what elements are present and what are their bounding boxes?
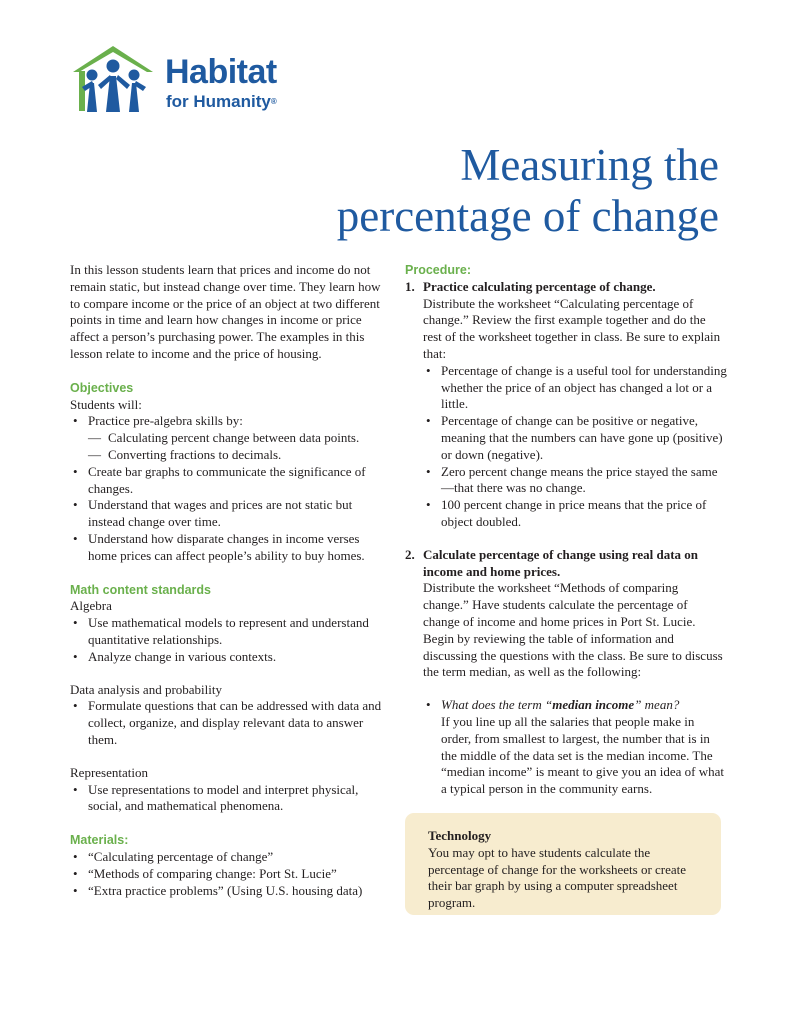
- logo-subtitle: [166, 92, 277, 112]
- standards-heading: Math content standards: [70, 582, 211, 597]
- list-item: [70, 413, 388, 463]
- technology-callout: [405, 813, 721, 915]
- procedure-heading: Procedure:: [405, 263, 471, 277]
- intro-paragraph: In this lesson students learn that prices and income do not remain static, but instead change over time. They learn how to compare income or the price of an object at two different points in time and learn how changes in income or price affect a person’s purchasing power. The examples in this lesson relate to income and the price of housing.: [70, 262, 381, 361]
- median-income-term: median income: [552, 697, 635, 713]
- list-item: • Understand that wages and prices are not static but instead change over time.: [70, 497, 388, 531]
- objective-sublist: [88, 430, 388, 464]
- list-item: • Percentage of change can be positive or negative, meaning that the numbers can have gone up (positive) or down (negative).: [423, 413, 727, 463]
- question-text: What does the term “: [441, 697, 553, 713]
- habitat-logo: [70, 42, 300, 118]
- page-title-line-1: Measuring the: [460, 140, 719, 190]
- step-number: 2.: [405, 546, 415, 562]
- question-text: ” mean?: [634, 697, 680, 713]
- list-item: • 100 percent change in price means that the price of object doubled.: [423, 497, 727, 531]
- list-item: — Calculating percent change between data points.: [88, 430, 388, 447]
- procedure-step-1: [405, 279, 727, 531]
- list-item: • Percentage of change is a useful tool for understanding whether the price of an object has changed a lot or a little.: [423, 363, 727, 413]
- logo-subtitle-text: for Humanity: [166, 92, 271, 111]
- step-title: Calculate percentage of change using real data on income and home prices.: [423, 546, 699, 579]
- objective-text: Practice pre-algebra skills by:: [88, 413, 243, 429]
- procedure-step-2: [405, 547, 727, 798]
- median-income-answer: If you line up all the salaries that people make in order, from smallest to largest, the number that is in the middle of the data set is the median income. The “median income” is meant to give you an idea of what a typical person in the community earns.: [441, 713, 725, 797]
- step-text: Distribute the worksheet “Methods of comparing change.” Have students calculate the percentage of change of income and home prices in Port St. Lucie. Begin by reviewing the table of information and discussing the questions with the class. Be sure to discuss the term median, as well as the following:: [423, 580, 723, 680]
- left-column: [70, 262, 388, 899]
- median-income-question: [441, 697, 727, 714]
- list-item: • Create bar graphs to communicate the significance of changes.: [70, 464, 388, 498]
- registered-mark: ®: [270, 97, 277, 106]
- algebra-label: Algebra: [70, 598, 112, 614]
- list-item: [423, 697, 727, 798]
- list-item: • “Extra practice problems” (Using U.S. housing data): [70, 883, 388, 900]
- materials-list: [70, 849, 388, 899]
- list-item: • Formulate questions that can be addressed with data and collect, organize, and display relevant data to answer them.: [70, 698, 388, 748]
- step-title: Practice calculating percentage of change.: [423, 278, 656, 294]
- page-title-line-2: percentage of change: [336, 191, 719, 241]
- step-number: 1.: [405, 278, 415, 294]
- habitat-house-icon: [70, 42, 156, 118]
- logo-name: Habitat: [165, 53, 277, 91]
- list-item: • Use representations to model and interpret physical, social, and mathematical phenomena.: [70, 782, 388, 816]
- list-item: — Converting fractions to decimals.: [88, 447, 388, 464]
- data-analysis-label: Data analysis and probability: [70, 681, 222, 697]
- technology-text: You may opt to have students calculate the percentage of change for the worksheets or create their bar graph by using a computer spreadsheet program.: [428, 844, 687, 911]
- list-item: • “Calculating percentage of change”: [70, 849, 388, 866]
- step-text: Distribute the worksheet “Calculating percentage of change.” Review the first example together and do the rest of the worksheet together in class. Be sure to explain that:: [423, 295, 721, 361]
- right-column: [405, 262, 727, 798]
- objectives-heading: Objectives: [70, 380, 134, 395]
- list-item: • Analyze change in various contexts.: [70, 649, 388, 666]
- list-item: • Use mathematical models to represent and understand quantitative relationships.: [70, 615, 388, 649]
- algebra-list: [70, 615, 388, 665]
- list-item: • “Methods of comparing change: Port St. Lucie”: [70, 866, 388, 883]
- step-1-bullets: [423, 363, 727, 531]
- list-item: • Zero percent change means the price stayed the same—that there was no change.: [423, 464, 727, 498]
- step-2-bullets: [423, 697, 727, 798]
- objectives-list: [70, 413, 388, 564]
- page-title: [337, 140, 719, 242]
- data-analysis-list: [70, 698, 388, 748]
- objectives-lead: Students will:: [70, 396, 142, 412]
- technology-heading: Technology: [428, 828, 492, 843]
- representation-label: Representation: [70, 764, 148, 780]
- materials-heading: Materials:: [70, 833, 129, 848]
- list-item: • Understand how disparate changes in income verses home prices can affect people’s ability to buy homes.: [70, 531, 388, 565]
- representation-list: [70, 782, 388, 816]
